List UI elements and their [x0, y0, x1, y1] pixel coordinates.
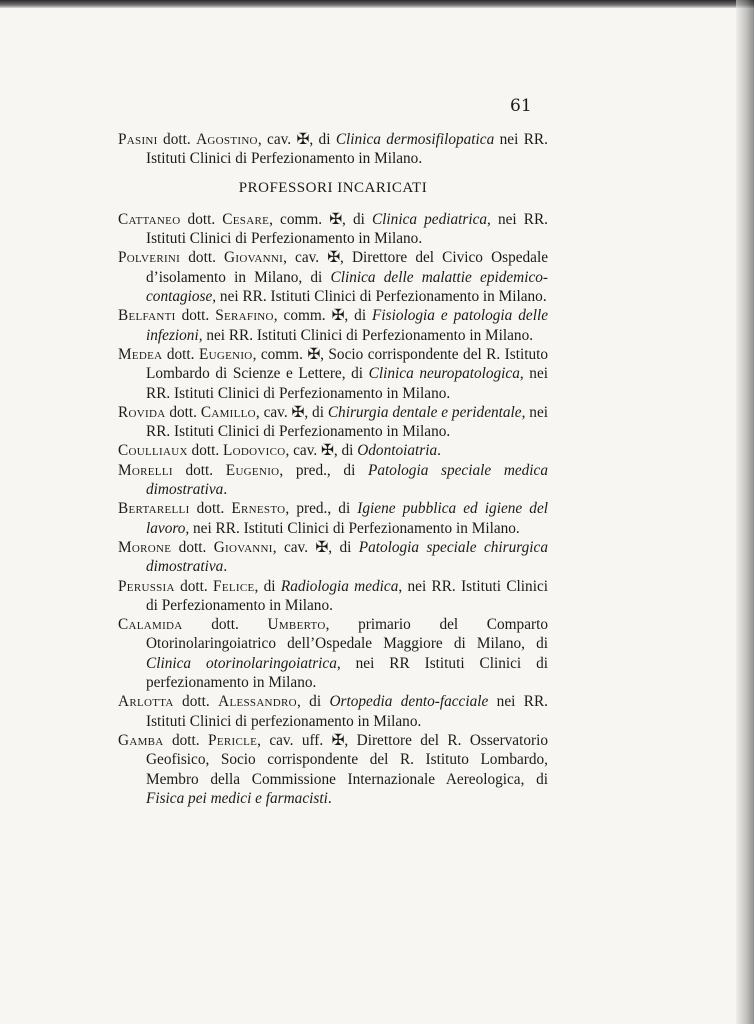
entry-surname: Coulliaux	[118, 442, 188, 460]
entry-surname: Bertarelli	[118, 500, 190, 518]
entry-tail: nei RR. Istituti Clinici di perfezionamento in Milano.	[146, 693, 549, 730]
entry-tail: , nei RR. Istituti Clinici di Perfezionamento in Milano.	[146, 210, 548, 248]
entry	[118, 441, 548, 460]
entry-tail: , nei RR. Istituti Clinici di Perfezionamento in Milano.	[146, 403, 548, 441]
entry-role: , di	[254, 577, 281, 595]
entry-title: dott.	[172, 461, 226, 479]
entry-name: Lodovico	[223, 442, 286, 460]
entry-surname: Morone	[118, 538, 172, 556]
entry-subject: Fisica pei medici e farmacisti	[146, 789, 328, 807]
entry-tail: .	[223, 481, 228, 499]
entry-subject: Igiene pubblica ed igiene del lavoro,	[146, 500, 548, 537]
entry-tail: , nei RR Istituti Clinici di perfezionamento in Milano.	[146, 654, 548, 692]
entry-tail: nei RR. Istituti Clinici di Perfezionamento in Milano.	[202, 326, 534, 344]
entry-title: dott.	[173, 693, 219, 711]
entry	[118, 210, 548, 249]
entry-role: , pred., di	[285, 500, 358, 518]
entry	[118, 130, 548, 169]
entry-role: , pred., di	[279, 461, 368, 479]
entry-surname: Morelli	[118, 461, 173, 479]
entry-surname: Cattaneo	[118, 210, 181, 228]
entry-subject: Clinica pediatrica	[371, 210, 488, 228]
entry-surname: Perussia	[118, 577, 175, 595]
page-top-edge	[0, 0, 754, 8]
entry-tail: , nei RR. Istituti Clinici di Perfezionamento in Milano.	[146, 365, 548, 402]
entry-title: dott.	[180, 210, 223, 228]
entry-surname: Medea	[118, 345, 163, 363]
entry	[118, 403, 548, 442]
entry-title: dott.	[180, 249, 225, 267]
entry-role: , cav. ✠, Direttore del Civico Ospedale d’isolamento in Milano, di	[146, 249, 548, 286]
entry	[118, 306, 548, 345]
entry-name: Ernesto	[231, 500, 286, 518]
entry-title: dott.	[175, 307, 216, 325]
entry-name: Eugenio	[198, 345, 253, 363]
entry-tail: nei RR. Istituti Clinici di Perfezionamento in Milano.	[146, 131, 548, 168]
entry-tail: , nei RR. Istituti Clinici di Perfezionamento in Milano.	[146, 577, 548, 614]
entry-surname: Rovida	[118, 403, 166, 421]
entry-name: Serafino	[215, 307, 274, 325]
entry-subject: Ortopedia dento-facciale	[329, 693, 489, 711]
entry-role: , comm. ✠, di	[273, 307, 373, 325]
entry-tail: , nei RR. Istituti Clinici di Perfezionamento in Milano.	[212, 288, 547, 306]
section-heading: PROFESSORI INCARICATI	[238, 179, 428, 196]
entry-name: Cesare	[222, 210, 270, 228]
entry-role: , di	[296, 693, 330, 711]
entry-title: dott.	[157, 131, 197, 148]
entry	[118, 731, 548, 808]
entry-subject: Chirurgia dentale e peridentale	[327, 403, 522, 421]
page-binding-edge	[736, 0, 754, 1024]
entry-surname: Polverini	[118, 249, 181, 267]
entry-subject: Clinica delle malattie epidemico-contagiose	[146, 268, 548, 306]
entry-subject: Clinica neuropatologica	[368, 365, 520, 383]
entry-name: Giovanni	[213, 538, 273, 556]
entry-title: dott.	[171, 538, 214, 556]
entry-surname: Pasini	[118, 131, 158, 148]
entry-subject: Odontoiatria	[357, 442, 438, 460]
entry-role: , comm. ✠, di	[269, 210, 372, 228]
entry-title: dott.	[163, 731, 209, 749]
entry-name: Giovanni	[224, 249, 284, 267]
entry	[118, 577, 548, 616]
entry-subject: Patologia speciale medica dimostrativa	[146, 461, 548, 499]
entry-name: Felice	[213, 577, 255, 595]
entry-role: , comm. ✠, Socio corrispondente del R. Istituto Lombardo di Scienze e Lettere, di	[146, 345, 548, 383]
entry	[118, 538, 548, 577]
entry-title: dott.	[187, 442, 224, 460]
entry-role: , cav. uff. ✠, Direttore del R. Osservatorio Geofisico, Socio corrispondente del R. Istituto Lombardo, Membro della Commissione Internazionale Aereologica, di	[146, 731, 548, 788]
entry	[118, 692, 548, 731]
entry-subject: Clinica otorinolaringoiatrica	[146, 654, 337, 672]
page-number: 61	[510, 96, 532, 116]
entry-role: , cav. ✠, di	[255, 403, 328, 421]
entry-tail: .	[437, 442, 441, 460]
entry-subject: Radiologia medica	[280, 577, 399, 595]
entry-subject: Clinica dermosifilopatica	[335, 131, 495, 148]
entry	[118, 461, 548, 500]
entry-title: dott.	[165, 403, 201, 421]
entry-tail: .	[223, 558, 228, 576]
entry	[118, 248, 548, 306]
entry-surname: Gamba	[118, 731, 164, 749]
entry-role: , cav. ✠, di	[272, 538, 359, 556]
entry-role: , primario del Comparto Otorinolaringoiatrico dell’Ospedale Maggiore di Milano, di	[146, 616, 548, 653]
entry-name: Pericle	[208, 731, 258, 749]
entry-tail: nei RR. Istituti Clinici di Perfezionamento in Milano.	[189, 519, 520, 537]
entry-title: dott.	[174, 577, 214, 595]
entry-subject: Patologia speciale chirurgica dimostrativa	[146, 538, 548, 576]
entry-role: , cav. ✠, di	[285, 442, 358, 460]
entry-name: Camillo	[200, 403, 256, 421]
entry	[118, 345, 548, 403]
entry-name: Eugenio	[225, 461, 280, 479]
entry-surname: Calamida	[118, 616, 183, 634]
entry-title: dott.	[162, 345, 199, 363]
text-body	[118, 130, 548, 808]
entry-name: Umberto	[267, 616, 326, 634]
entry-subject: Fisiologia e patologia delle infezioni,	[146, 307, 548, 344]
entry	[118, 499, 548, 538]
entry-title: dott.	[189, 500, 232, 518]
entry-tail: .	[327, 789, 332, 807]
entry-role: , cav. ✠, di	[257, 131, 336, 148]
entry-name: Agostino	[196, 131, 258, 148]
entry-title: dott.	[182, 616, 268, 634]
entry-surname: Belfanti	[118, 307, 176, 325]
entry-name: Alessandro	[218, 693, 297, 711]
entry	[118, 615, 548, 692]
entry-surname: Arlotta	[118, 693, 174, 711]
